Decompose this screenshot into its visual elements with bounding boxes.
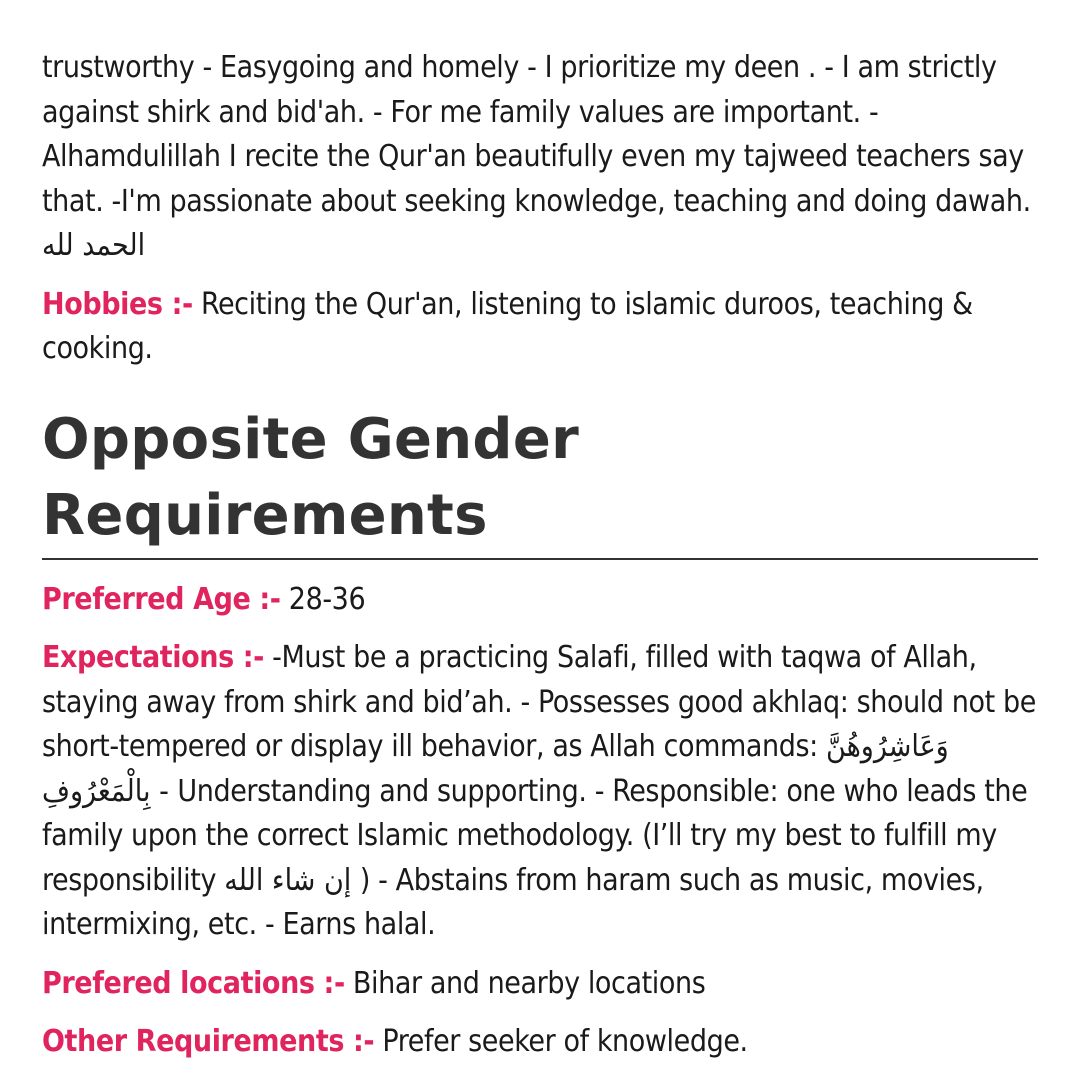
hobbies-paragraph	[42, 283, 1038, 372]
hobbies-label: Hobbies :-	[42, 286, 193, 322]
preferred-age-label: Preferred Age :-	[42, 581, 281, 617]
expectations-arabic-verse: وَعَاشِرُوهُنَّ بِالْمَعْرُوفِ	[42, 729, 949, 809]
other-requirements-paragraph	[42, 1020, 1038, 1065]
about-paragraph	[42, 46, 1038, 269]
expectations-text-3: ) - Abstains from haram such as music, movies, intermixing, etc. - Earns halal.	[42, 862, 984, 942]
profile-page	[42, 46, 1038, 1065]
other-requirements-label: Other Requirements :-	[42, 1024, 375, 1059]
locations-paragraph	[42, 962, 1038, 1007]
locations-label: Prefered locations :-	[42, 965, 345, 1001]
section-title: Opposite Gender Requirements	[42, 406, 580, 548]
about-arabic-text: الحمد لله	[42, 228, 146, 263]
hobbies-value: Reciting the Qur'an, listening to islamic duroos, teaching & cooking.	[42, 286, 973, 366]
preferred-age-value: 28-36	[288, 581, 366, 617]
locations-value: Bihar and nearby locations	[352, 965, 706, 1001]
other-requirements-value: Prefer seeker of knowledge.	[382, 1024, 748, 1059]
expectations-label: Expectations :-	[42, 640, 264, 675]
expectations-arabic-inshallah: إن شاء الله	[224, 862, 352, 898]
preferred-age-paragraph	[42, 578, 1038, 623]
expectations-text-1: -Must be a practicing Salafi, filled with taqwa of Allah, staying away from shirk and bid’ah. - Possesses good akhlaq: should not be short-tempered or display ill behavior, as Allah commands:	[42, 640, 1036, 764]
expectations-paragraph	[42, 636, 1038, 948]
section-divider	[42, 558, 1038, 560]
about-text: trustworthy - Easygoing and homely - I prioritize my deen . - I am strictly against shirk and bid'ah. - For me family values are important. -Alhamdulillah I recite the Qur'an beautifully even my tajweed teachers say that. -I'm passionate about seeking knowledge, teaching and doing dawah.	[42, 50, 1031, 219]
expectations-text-2: - Understanding and supporting. - Responsible: one who leads the family upon the correct Islamic methodology. (I’ll try my best to fulfill my responsibility	[42, 773, 1028, 898]
